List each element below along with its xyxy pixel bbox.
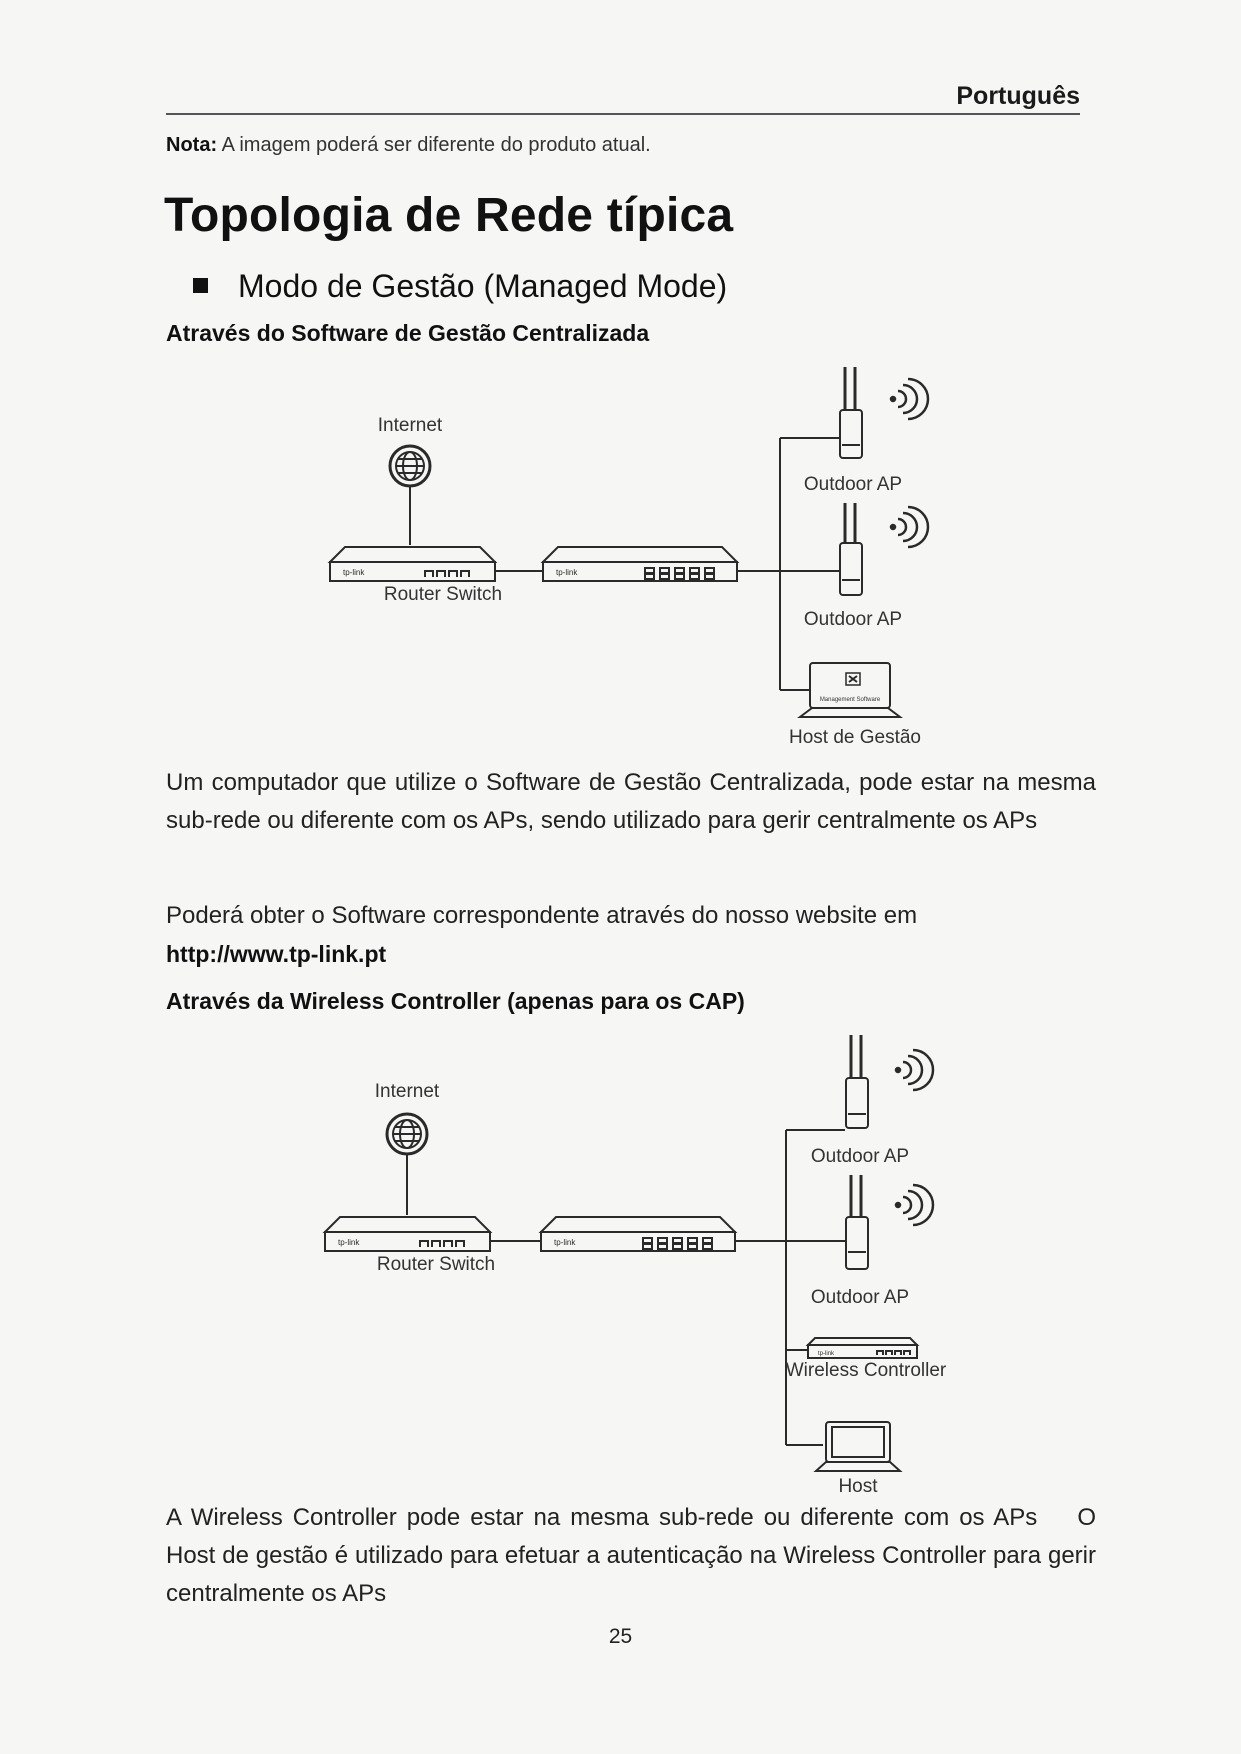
page-number: 25 — [608, 1625, 633, 1648]
internet-label: Internet — [377, 415, 443, 436]
language-label: Português — [956, 82, 1080, 110]
router-switch-icon — [325, 1217, 490, 1251]
outdoor-ap-label: Outdoor AP — [803, 609, 903, 630]
paragraph-2: Poderá obter o Software correspondente através do nosso website em — [166, 902, 918, 929]
outdoor-ap-icon — [840, 503, 862, 595]
wireless-controller-label: Wireless Controller — [785, 1360, 947, 1381]
internet-label: Internet — [374, 1081, 440, 1102]
svg-text:tp-link: tp-link — [818, 1351, 835, 1357]
svg-text:tp-link: tp-link — [554, 1238, 576, 1247]
note — [166, 134, 651, 157]
note-label: Nota: — [166, 134, 218, 156]
wifi-signal-icon — [896, 1185, 933, 1225]
internet-globe-icon — [390, 446, 430, 486]
laptop-icon — [816, 1422, 900, 1471]
router-switch-icon — [330, 547, 495, 581]
outdoor-ap-icon — [840, 367, 862, 458]
wireless-controller-icon — [808, 1338, 917, 1358]
section-heading-text: Modo de Gestão (Managed Mode) — [238, 268, 728, 304]
host-label: Host de Gestão — [788, 727, 922, 748]
diagram1-heading: Através do Software de Gestão Centralizada — [166, 320, 650, 346]
wifi-signal-icon — [891, 507, 928, 547]
website-link[interactable]: http://www.tp-link.pt — [166, 941, 387, 967]
section-heading — [193, 268, 727, 305]
svg-text:tp-link: tp-link — [338, 1238, 360, 1247]
paragraph-1: Um computador que utilize o Software de Gestão Centralizada, pode estar na mesma sub-rede ou diferente com os APs, sendo utilizado para gerir centralmente os APs — [166, 769, 1096, 834]
header-rule — [166, 113, 1080, 115]
outdoor-ap-label: Outdoor AP — [803, 474, 903, 495]
outdoor-ap-label: Outdoor AP — [810, 1146, 910, 1167]
router-switch-label: Router Switch — [383, 584, 503, 605]
internet-globe-icon — [387, 1114, 427, 1154]
diagram2 — [0, 1030, 1241, 1500]
page-title: Topologia de Rede típica — [164, 189, 734, 242]
outdoor-ap-icon — [846, 1035, 868, 1128]
outdoor-ap-icon — [846, 1175, 868, 1269]
wifi-signal-icon — [891, 379, 928, 419]
svg-text:tp-link: tp-link — [556, 568, 578, 577]
switch-icon — [541, 1217, 735, 1251]
outdoor-ap-label: Outdoor AP — [810, 1287, 910, 1308]
diagram1 — [0, 355, 1241, 760]
management-laptop-icon — [800, 663, 900, 717]
host-label: Host — [838, 1476, 878, 1497]
router-switch-label: Router Switch — [376, 1254, 496, 1275]
screen-caption: Management Software — [819, 697, 881, 703]
svg-text:tp-link: tp-link — [343, 568, 365, 577]
switch-icon — [543, 547, 737, 581]
bullet-square-icon — [193, 278, 208, 293]
paragraph-3: A Wireless Controller pode estar na mesma sub-rede ou diferente com os APs O Host de gestão é utilizado para efetuar a autenticação na Wireless Controller para gerir centralmente os APs — [166, 1504, 1103, 1607]
diagram2-heading: Através da Wireless Controller (apenas para os CAP) — [166, 988, 745, 1014]
wifi-signal-icon — [896, 1050, 933, 1090]
note-text: A imagem poderá ser diferente do produto atual. — [217, 134, 651, 156]
